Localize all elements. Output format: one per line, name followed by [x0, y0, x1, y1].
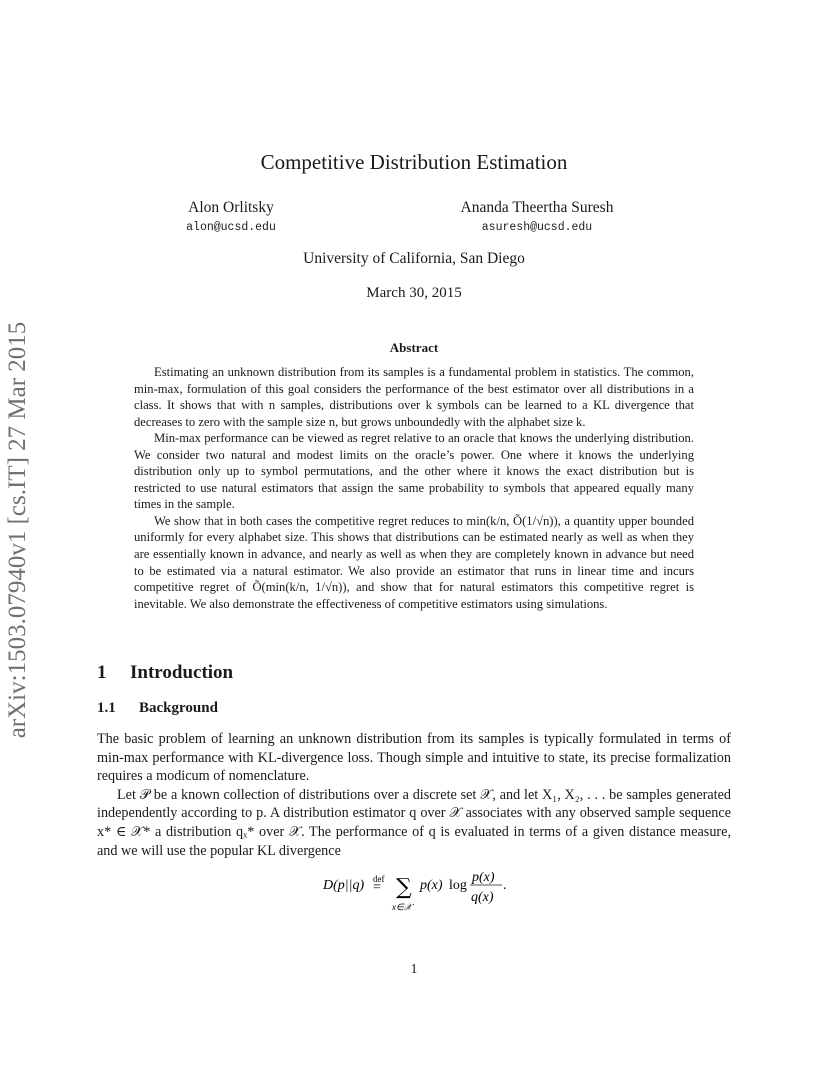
author-2-name: Ananda Theertha Suresh — [460, 199, 614, 216]
eq-sum-index: x∈𝒳 — [392, 902, 412, 912]
eq-sum-sign: ∑ — [396, 875, 412, 900]
abstract-paragraph-2: Min-max performance can be viewed as regret relative to an oracle that knows the underlying distribution. We consider two natural and modest limits on the oracle’s power. One where it knows the underlying distribution only up to symbol permutations, and the other where it knows the exact distribution but is restricted to use natural estimators that assign the same probability to symbols that appeared equally many times in the sample. — [134, 431, 694, 512]
abstract-heading: Abstract — [389, 340, 439, 355]
date: March 30, 2015 — [366, 285, 462, 301]
eq-period: . — [503, 878, 507, 893]
affiliation: University of California, San Diego — [303, 250, 525, 267]
body-paragraph-1: The basic problem of learning an unknown distribution from its samples is typically formulated in terms of min-max performance with KL-divergence loss. Though simple and intuitive to state, its precise formalization requires a modicum of nomenclature. — [97, 731, 731, 785]
section-heading-introduction — [97, 662, 233, 684]
paper-title: Competitive Distribution Estimation — [260, 150, 568, 174]
eq-denominator: q(x) — [471, 890, 494, 905]
abstract-body — [134, 364, 694, 612]
eq-log: log — [449, 878, 467, 893]
author-1-email: alon@ucsd.edu — [186, 221, 276, 234]
eq-lhs: D(p||q) — [323, 878, 365, 893]
abstract-paragraph-3: We show that in both cases the competitive regret reduces to min(k/n, Õ(1/√n)), a quantity upper bounded uniformly for every alphabet size. This shows that distributions can be estimated nearly as well as when they are essentially known in advance, and nearly as well as when they are completely known in advance but need to be estimated via a natural estimator. We also provide an estimator that runs in linear time and incurs competitive regret of Õ(min(k/n, 1/√n)), and show that for natural estimators this competitive regret is inevitable. We also demonstrate the effectiveness of competitive estimators using simulations. — [134, 513, 694, 611]
equation-graphic — [0, 872, 828, 942]
arxiv-side-stamp: arXiv:1503.07940v1 [cs.IT] 27 Mar 2015 — [4, 321, 31, 739]
subsection-heading-background — [97, 700, 218, 717]
eq-px: p(x) — [420, 878, 443, 893]
author-1-name: Alon Orlitsky — [188, 199, 274, 216]
eq-numerator: p(x) — [472, 872, 495, 885]
subsection-title: Background — [139, 700, 218, 716]
eq-def: def — [373, 874, 385, 884]
eq-equals: = — [373, 880, 381, 895]
subsection-number: 1.1 — [97, 700, 116, 716]
author-2-email: asuresh@ucsd.edu — [481, 221, 593, 234]
body-text — [97, 730, 731, 860]
page-number: 1 — [410, 962, 418, 977]
kl-divergence-equation — [0, 872, 828, 947]
section-number: 1 — [97, 662, 107, 683]
body-paragraph-2: Let 𝒫 be a known collection of distributions over a discrete set 𝒳, and let X₁, X₂, . . . be samples generated independently according to p. A distribution estimator q over 𝒳 associates with any observed sample sequence x* ∈ 𝒳* a distribution qₓ* over 𝒳. The performance of q is evaluated in terms of a given distance measure, and we will use the popular KL divergence — [97, 786, 731, 859]
section-title: Introduction — [130, 662, 234, 683]
abstract-paragraph-1: Estimating an unknown distribution from its samples is a fundamental problem in statistics. The common, min-max, formulation of this goal considers the performance of the best estimator over all distributions in a class. It shows that with n samples, distributions over k symbols can be learned to a KL divergence that decreases to zero with the sample size n, but grows unboundedly with the alphabet size k. — [134, 365, 694, 429]
